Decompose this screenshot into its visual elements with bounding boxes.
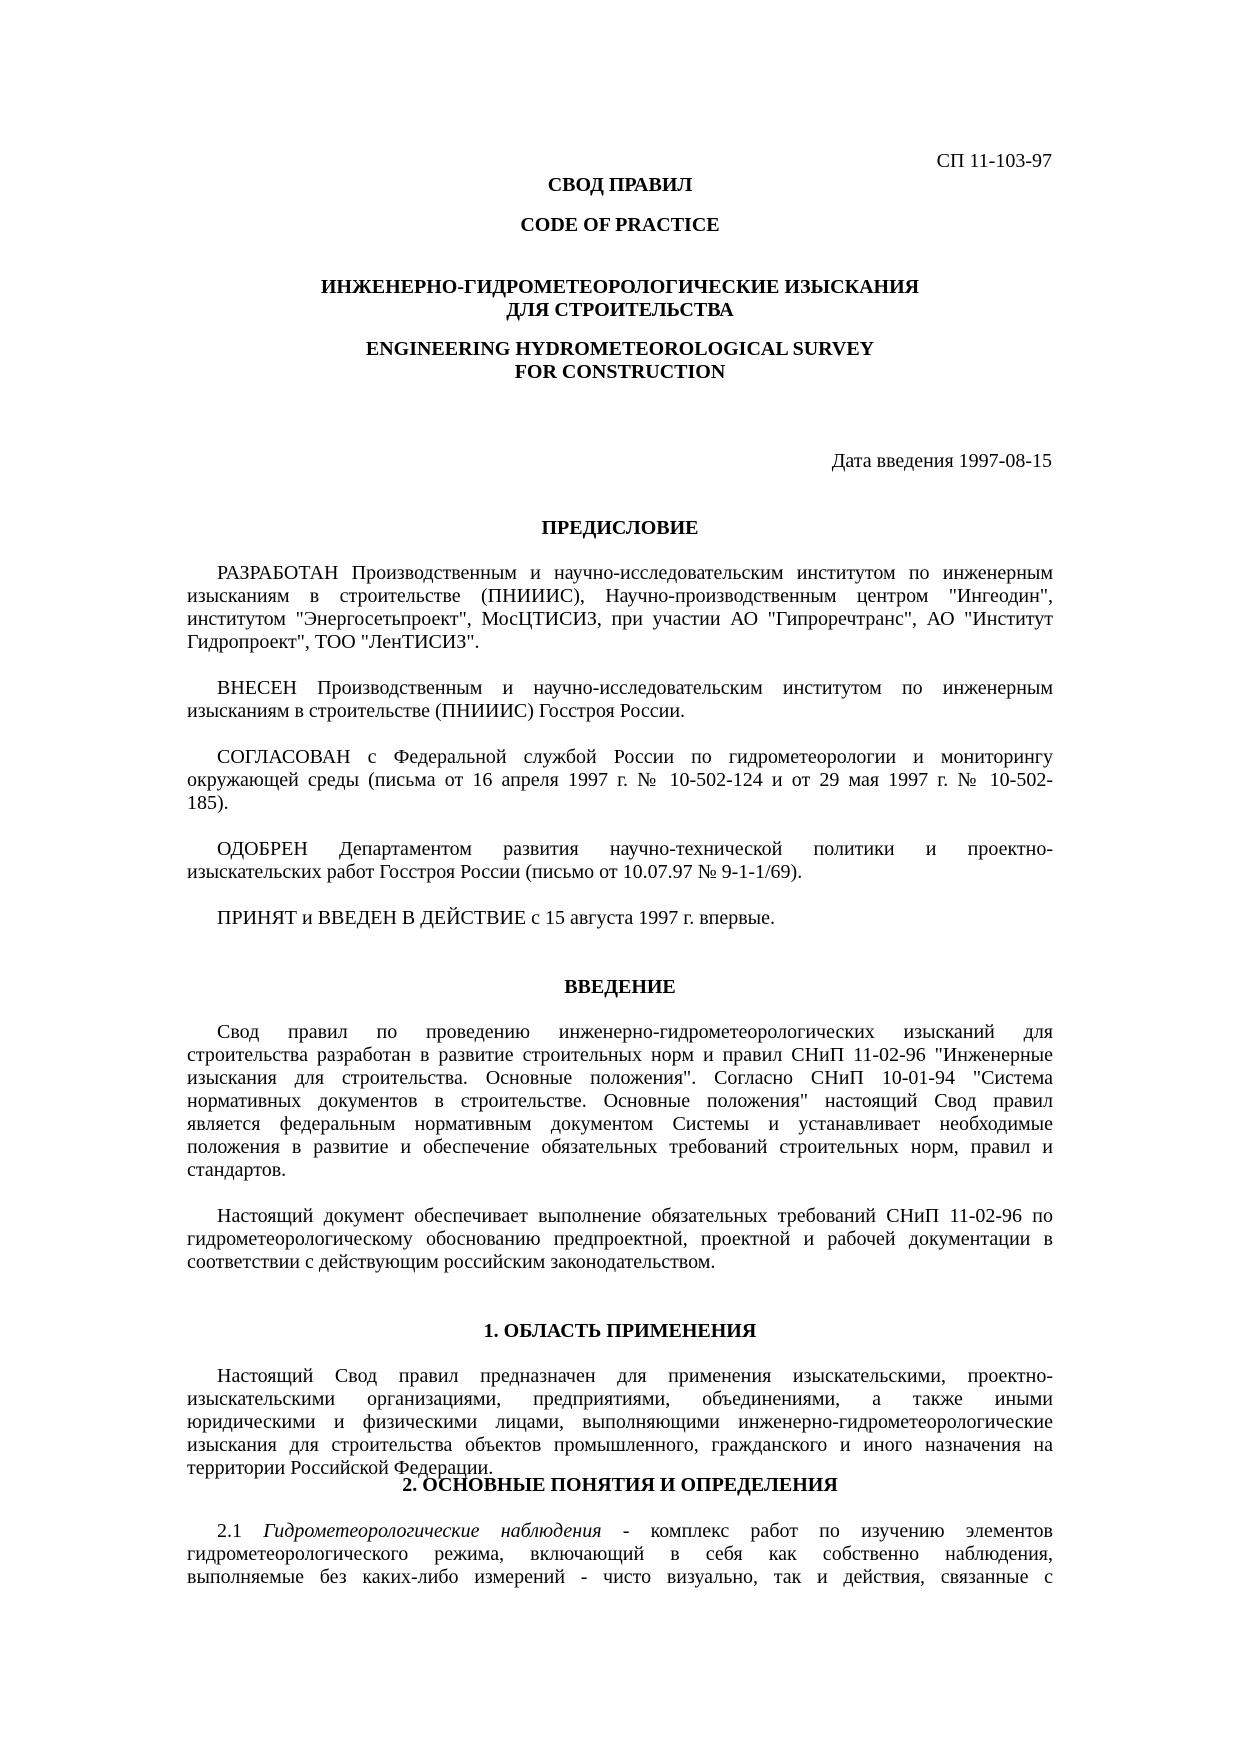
foreword-heading [187,517,1053,540]
clause-text: - комплекс работ по изучению элементов [601,1520,1053,1542]
section-1-heading [187,1320,1053,1343]
section-2-heading-text: 2. ОСНОВНЫЕ ПОНЯТИЯ И ОПРЕДЕЛЕНИЯ [402,1474,838,1496]
text-line: соответствии с действующим российским законодательством. [187,1251,716,1273]
foreword-paragraph-approved [187,838,1053,884]
text-line: стандартов. [187,1159,287,1181]
text-line: ОДОБРЕН Департаментом развития научно-технической политики и проектно- [217,838,1053,860]
text-line: 185). [187,792,229,814]
section-2-paragraph-2-1 [187,1520,1053,1589]
text-line: изыскания для строительства объектов промышленного, гражданского и иного назначения на [187,1434,1053,1456]
clause-number: 2.1 [217,1520,264,1542]
foreword-heading-text: ПРЕДИСЛОВИЕ [541,517,699,539]
title-en-text: CODE OF PRACTICE [520,214,720,236]
foreword-paragraph-adopted [187,907,1053,930]
text-line: изыскательскими организациями, предприятиями, объединениями, а также иными [187,1388,1053,1410]
text-line: Настоящий Свод правил предназначен для применения изыскательскими, проектно- [217,1365,1053,1387]
section-1-paragraph [187,1365,1053,1480]
text-line: выполняемые без каких-либо измерений - чисто визуально, так и действия, связанные с [187,1566,1053,1588]
subject-ru-line: ДЛЯ СТРОИТЕЛЬСТВА [506,299,734,321]
text-line: Гидропроект", ТОО "ЛенТИСИЗ". [187,631,480,653]
text-line: изыскательских работ Госстроя России (письмо от 10.07.97 № 9-1-1/69). [187,861,803,883]
text-line: территории Российской Федерации. [187,1457,494,1479]
title-en [187,214,1053,237]
effective-date: Дата введения 1997-08-15 [831,450,1052,472]
foreword-paragraph-developed [187,562,1053,654]
text-line: СОГЛАСОВАН с Федеральной службой России по гидрометеорологии и мониторингу [217,746,1053,768]
text-line: ВНЕСЕН Производственным и научно-исследовательским институтом по инженерным [217,677,1053,699]
section-2-heading [187,1474,1053,1497]
introduction-paragraph-1 [187,1021,1053,1182]
text-line: изысканиям в строительстве (ПНИИИС) Госстроя России. [187,700,686,722]
subject-ru-line: ИНЖЕНЕРНО-ГИДРОМЕТЕОРОЛОГИЧЕСКИЕ ИЗЫСКАНИЯ [320,276,920,298]
text-line: Настоящий документ обеспечивает выполнение обязательных требований СНиП 11-02-96 по [217,1205,1053,1227]
defined-term: Гидрометеорологические наблюдения [263,1520,602,1542]
text-line [187,1520,1053,1543]
text-line: нормативных документов в строительстве. Основные положения" настоящий Свод правил [187,1090,1053,1112]
text-line: строительства разработан в развитие строительных норм и правил СНиП 11-02-96 "Инженерные [187,1044,1053,1066]
introduction-paragraph-2 [187,1205,1053,1274]
text-line: положения в развитие и обеспечение обязательных требований строительных норм, правил и [187,1136,1053,1158]
text-line: изысканиям в строительстве (ПНИИИС), Научно-производственным центром "Ингеодин", [187,585,1053,607]
title-ru [187,174,1053,197]
text-line: ПРИНЯТ и ВВЕДЕН В ДЕЙСТВИЕ с 15 августа 1997 г. впервые. [217,907,775,929]
text-line: изыскания для строительства. Основные положения". Согласно СНиП 10-01-94 "Система [187,1067,1053,1089]
text-line: гидрометеорологического режима, включающий в себя как собственно наблюдения, [187,1543,1053,1565]
document-number: СП 11-103-97 [936,150,1052,172]
subject-en-line: FOR CONSTRUCTION [514,361,726,383]
section-1-heading-text: 1. ОБЛАСТЬ ПРИМЕНЕНИЯ [483,1320,757,1342]
text-line: является федеральным нормативным документом Системы и устанавливает необходимые [187,1113,1053,1135]
text-line: юридическими и физическими лицами, выполняющими инженерно-гидрометеорологические [187,1411,1053,1433]
introduction-heading [187,976,1053,999]
subject-ru [187,276,1053,322]
text-line: гидрометеорологическому обоснованию предпроектной, проектной и рабочей документации в [187,1228,1053,1250]
text-line: Свод правил по проведению инженерно-гидрометеорологических изысканий для [217,1021,1053,1043]
foreword-paragraph-introduced [187,677,1053,723]
text-line: РАЗРАБОТАН Производственным и научно-исследовательским институтом по инженерным [217,562,1053,584]
text-line: окружающей среды (письма от 16 апреля 1997 г. № 10-502-124 и от 29 мая 1997 г. № 10-502- [187,769,1053,791]
introduction-heading-text: ВВЕДЕНИЕ [564,976,676,998]
foreword-paragraph-agreed [187,746,1053,815]
subject-en-line: ENGINEERING HYDROMETEOROLOGICAL SURVEY [365,338,875,360]
text-line: институтом "Энергосетьпроект", МосЦТИСИЗ, при участии АО "Гипроречтранс", АО "Институт [187,608,1053,630]
title-ru-text: СВОД ПРАВИЛ [547,174,693,196]
subject-en [187,338,1053,384]
